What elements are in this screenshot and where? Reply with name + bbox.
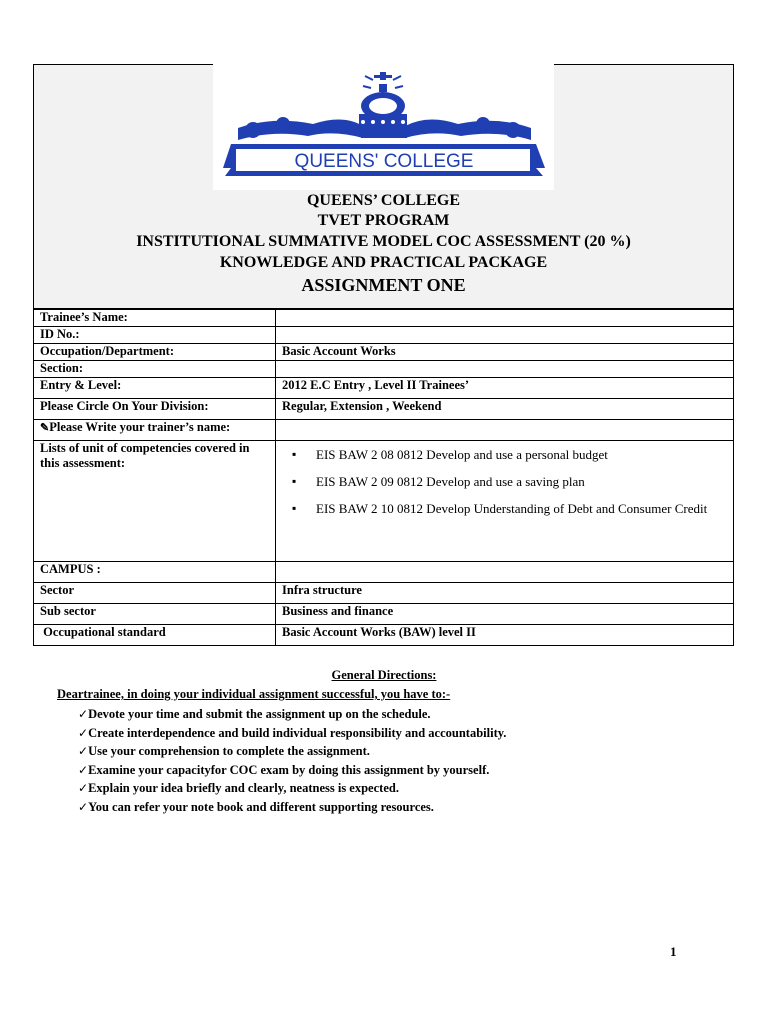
campus-label: CAMPUS : [34,562,276,583]
check-icon: ✓ [78,725,89,740]
directions-list [78,705,506,817]
trainee-info-table [33,309,734,646]
subsector-value: Business and finance [276,604,734,625]
list-item [78,742,506,761]
trainee-name-field[interactable] [276,310,734,327]
list-item: ▪ EIS BAW 2 09 0812 Develop and use a saving plan [292,468,727,495]
entry-label: Entry & Level: [34,378,276,399]
check-icon: ✓ [78,799,89,814]
table-row [34,583,734,604]
package-title: KNOWLEDGE AND PRACTICAL PACKAGE [219,254,548,271]
table-row [34,441,734,562]
assessment-title: INSTITUTIONAL SUMMATIVE MODEL COC ASSESSMENT (20 %) [136,233,631,250]
check-icon: ✓ [78,744,89,759]
entry-value: 2012 E.C Entry , Level II Trainees’ [276,378,734,399]
table-row [34,420,734,441]
id-label: ID No.: [34,327,276,344]
direction-text: Explain your idea briefly and clearly, neatness is expected. [88,781,399,796]
standard-label: Occupational standard [34,625,276,646]
table-row [34,361,734,378]
list-item: ▪ EIS BAW 2 10 0812 Develop Understanding of Debt and Consumer Credit [292,495,727,522]
table-row [34,378,734,399]
list-item [78,724,506,743]
trainer-field[interactable] [276,420,734,441]
directions-title: General Directions: [331,668,437,682]
id-field[interactable] [276,327,734,344]
page-number: 1 [670,944,677,959]
subsector-label: Sub sector [34,604,276,625]
logo-text: QUEENS' COLLEGE [294,151,474,172]
standard-value: Basic Account Works (BAW) level II [276,625,734,646]
trainee-name-label: Trainee’s Name: [34,310,276,327]
check-icon: ✓ [78,762,89,777]
section-field[interactable] [276,361,734,378]
division-label: Please Circle On Your Division: [34,399,276,420]
check-icon: ✓ [78,781,89,796]
occupation-label: Occupation/Department: [34,344,276,361]
direction-text: Use your comprehension to complete the assignment. [88,744,370,759]
assignment-title: ASSIGNMENT ONE [301,275,466,295]
table-row [34,327,734,344]
table-row [34,399,734,420]
directions-intro: Deartrainee, in doing your individual assignment successful, you have to:- [57,687,451,701]
program-title: TVET PROGRAM [317,212,450,229]
competencies-label: Lists of unit of competencies covered in this assessment: [34,441,276,562]
direction-text: You can refer your note book and different supporting resources. [88,799,434,814]
list-item [78,798,506,817]
list-item [78,705,506,724]
direction-text: Examine your capacityfor COC exam by doing this assignment by yourself. [88,762,490,777]
list-item [78,779,506,798]
pencil-icon: ✎ [40,422,50,434]
table-row [34,344,734,361]
competency-list [282,441,727,522]
list-item [78,761,506,780]
trainer-label: Please Write your trainer’s name: [49,420,231,434]
occupation-value: Basic Account Works [276,344,734,361]
campus-field[interactable] [276,562,734,583]
college-logo [213,64,554,190]
table-row [34,625,734,646]
division-value: Regular, Extension , Weekend [276,399,734,420]
sector-label: Sector [34,583,276,604]
table-row [34,310,734,327]
table-row [34,562,734,583]
sector-value: Infra structure [276,583,734,604]
list-item: ▪ EIS BAW 2 08 0812 Develop and use a personal budget [292,441,727,468]
college-title: QUEENS’ COLLEGE [306,192,461,209]
direction-text: Devote your time and submit the assignment up on the schedule. [88,707,431,721]
competencies-cell [276,441,734,562]
table-row [34,604,734,625]
check-icon: ✓ [78,707,89,721]
trainer-label-cell [34,420,276,441]
section-label: Section: [34,361,276,378]
college-logo-graphic [213,64,554,190]
direction-text: Create interdependence and build individual responsibility and accountability. [88,725,507,740]
